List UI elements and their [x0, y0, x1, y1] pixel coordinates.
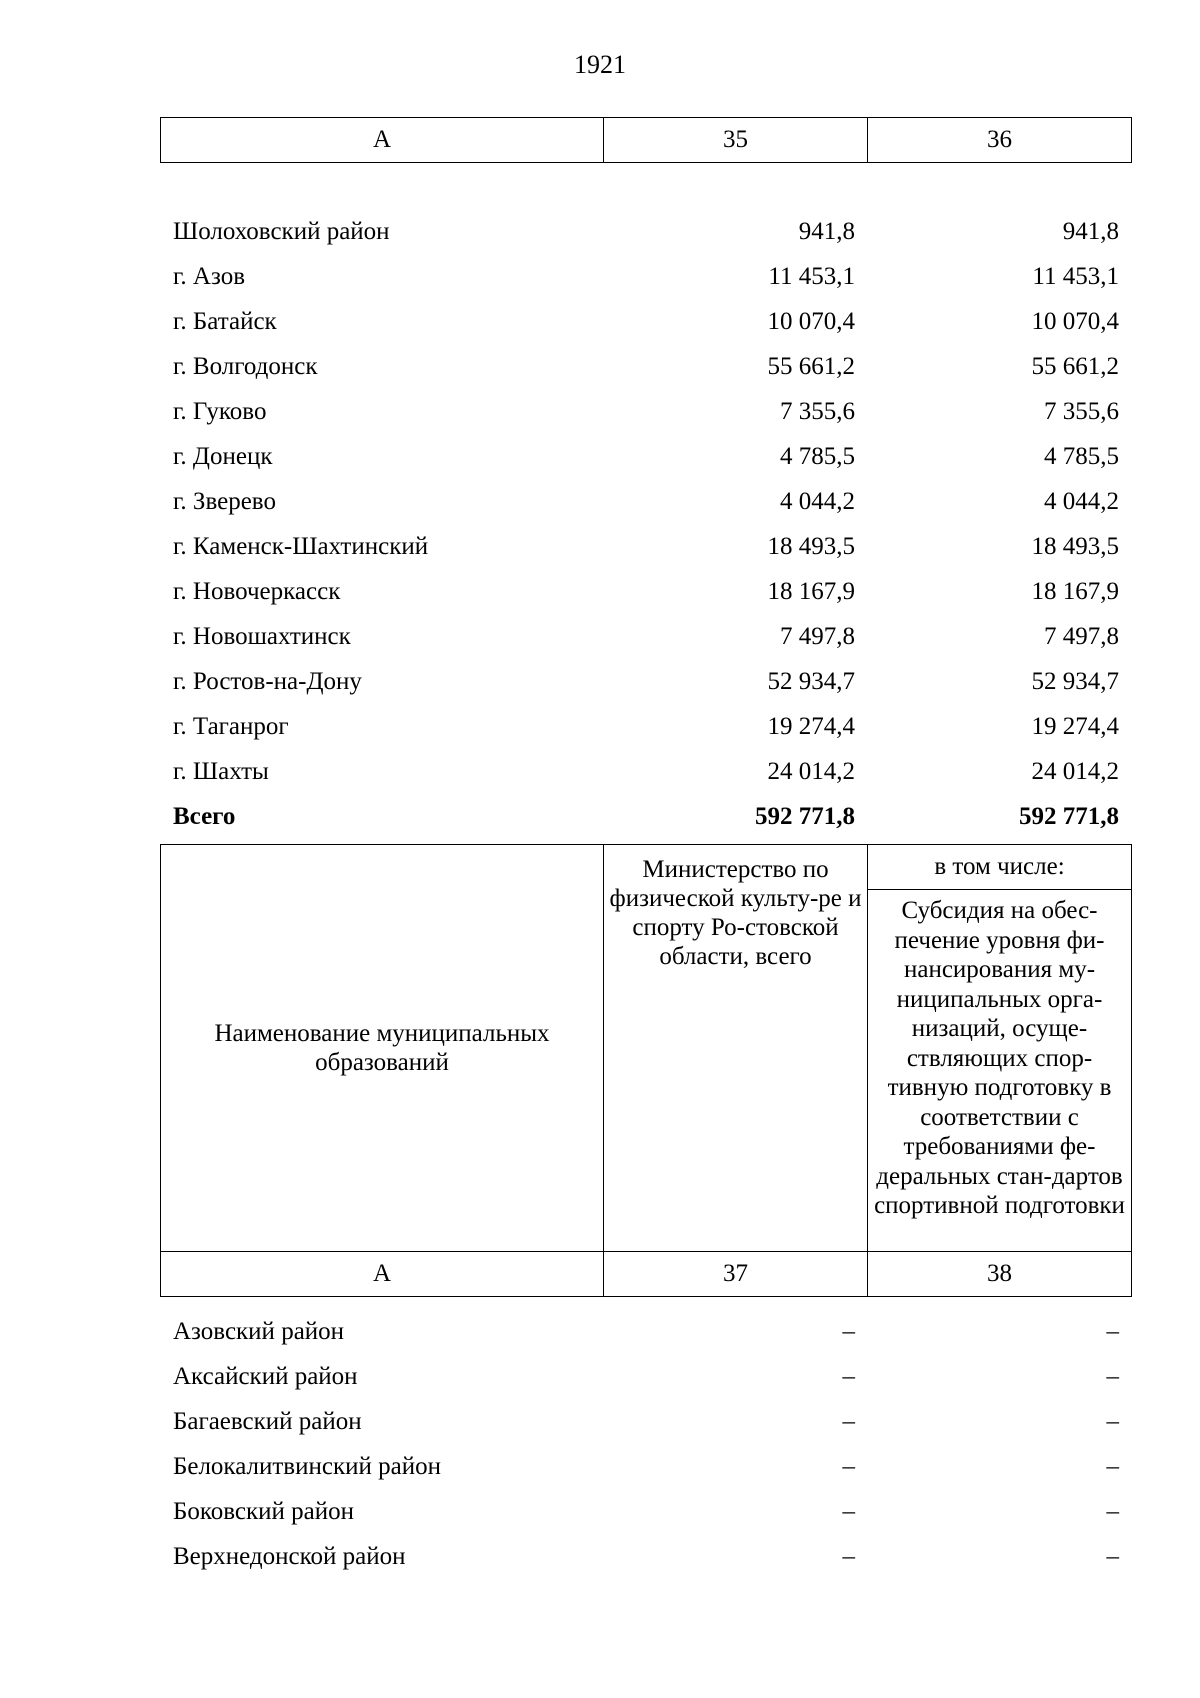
- header-col-a: А: [161, 118, 604, 163]
- value-col-1: 592 771,8: [755, 803, 855, 830]
- value-col-1: 52 934,7: [767, 668, 855, 695]
- value-col-2: –: [1106, 1543, 1119, 1570]
- value-col-1: –: [842, 1543, 855, 1570]
- value-col-1: 7 355,6: [780, 398, 855, 425]
- municipality-name: Боковский район: [173, 1498, 354, 1525]
- header-col-38: 38: [868, 1252, 1132, 1297]
- value-col-1: –: [842, 1498, 855, 1525]
- table-row: [160, 389, 1131, 434]
- value-col-2: 10 070,4: [1031, 308, 1119, 335]
- municipality-name: г. Новошахтинск: [173, 623, 351, 650]
- value-col-2: –: [1106, 1453, 1119, 1480]
- value-col-2: –: [1106, 1498, 1119, 1525]
- value-col-2: 4 785,5: [1044, 443, 1119, 470]
- municipality-name: г. Новочеркасск: [173, 578, 341, 605]
- value-col-2: 19 274,4: [1031, 713, 1119, 740]
- page-number: 1921: [574, 50, 626, 79]
- value-col-2: 18 493,5: [1031, 533, 1119, 560]
- municipality-name: г. Ростов-на-Дону: [173, 668, 362, 695]
- value-col-1: –: [842, 1453, 855, 1480]
- bottom-data-rows: [160, 1309, 1131, 1579]
- header-including: в том числе:: [868, 845, 1132, 890]
- table-row: [160, 434, 1131, 479]
- table-row: [160, 299, 1131, 344]
- value-col-2: –: [1106, 1318, 1119, 1345]
- value-col-1: –: [842, 1408, 855, 1435]
- municipality-name: г. Каменск-Шахтинский: [173, 533, 429, 560]
- municipality-name: Белокалитвинский район: [173, 1453, 441, 1480]
- value-col-1: –: [842, 1318, 855, 1345]
- table-row: [160, 1309, 1131, 1354]
- table-row: [160, 569, 1131, 614]
- value-col-2: 941,8: [1062, 218, 1119, 245]
- top-data-rows: [160, 209, 1131, 839]
- value-col-1: 4 044,2: [780, 488, 855, 515]
- table-row: [160, 1489, 1131, 1534]
- value-col-1: 55 661,2: [767, 353, 855, 380]
- bottom-column-header: [160, 844, 1132, 1297]
- municipality-name: Азовский район: [173, 1318, 345, 1345]
- municipality-name: Всего: [173, 803, 236, 830]
- header-municipality-name: Наименование муниципальных образований: [161, 845, 604, 1252]
- municipality-name: г. Азов: [173, 263, 246, 290]
- value-col-1: 10 070,4: [767, 308, 855, 335]
- table-row: [160, 704, 1131, 749]
- header-col-36: 36: [868, 118, 1132, 163]
- value-col-2: 24 014,2: [1031, 758, 1119, 785]
- header-ministry-total: Министерство по физической культу-ре и спорту Ро-стовской области, всего: [604, 845, 868, 1252]
- header-col-35: 35: [604, 118, 868, 163]
- municipality-name: г. Батайск: [173, 308, 277, 335]
- value-col-2: –: [1106, 1363, 1119, 1390]
- municipality-name: Багаевский район: [173, 1408, 362, 1435]
- table-row: [160, 479, 1131, 524]
- table-row: [160, 659, 1131, 704]
- value-col-1: 19 274,4: [767, 713, 855, 740]
- municipality-name: Шолоховский район: [173, 218, 390, 245]
- table-row: [160, 524, 1131, 569]
- header-col-37: 37: [604, 1252, 868, 1297]
- total-row: [160, 794, 1131, 839]
- value-col-2: 52 934,7: [1031, 668, 1119, 695]
- table-row: [160, 1534, 1131, 1579]
- table-row: [160, 254, 1131, 299]
- value-col-1: 18 167,9: [767, 578, 855, 605]
- municipality-name: г. Донецк: [173, 443, 273, 470]
- value-col-2: –: [1106, 1408, 1119, 1435]
- municipality-name: г. Зверево: [173, 488, 276, 515]
- value-col-2: 592 771,8: [1019, 803, 1119, 830]
- table-row: [160, 209, 1131, 254]
- municipality-name: г. Шахты: [173, 758, 269, 785]
- header-subsidy: Субсидия на обес-печение уровня фи-нансирования му-ниципальных орга-низаций, осуще-ствляющих спор-тивную подготовку в соответствии с требованиями фе-деральных стан-дартов спортивной подготовки: [868, 890, 1132, 1252]
- value-col-2: 18 167,9: [1031, 578, 1119, 605]
- municipality-name: г. Таганрог: [173, 713, 289, 740]
- top-column-header: [160, 117, 1132, 163]
- value-col-1: 18 493,5: [767, 533, 855, 560]
- table-row: [160, 344, 1131, 389]
- value-col-1: 941,8: [798, 218, 855, 245]
- value-col-2: 4 044,2: [1044, 488, 1119, 515]
- table-row: [160, 614, 1131, 659]
- municipality-name: Верхнедонской район: [173, 1543, 406, 1570]
- table-row: [160, 1444, 1131, 1489]
- table-row: [160, 1354, 1131, 1399]
- municipality-name: Аксайский район: [173, 1363, 358, 1390]
- value-col-2: 7 497,8: [1044, 623, 1119, 650]
- municipality-name: г. Гуково: [173, 398, 267, 425]
- value-col-1: 7 497,8: [780, 623, 855, 650]
- value-col-1: 4 785,5: [780, 443, 855, 470]
- value-col-1: 11 453,1: [768, 263, 855, 290]
- value-col-1: –: [842, 1363, 855, 1390]
- value-col-2: 11 453,1: [1032, 263, 1119, 290]
- table-row: [160, 749, 1131, 794]
- municipality-name: г. Волгодонск: [173, 353, 318, 380]
- header-col-a: А: [161, 1252, 604, 1297]
- value-col-2: 55 661,2: [1031, 353, 1119, 380]
- value-col-2: 7 355,6: [1044, 398, 1119, 425]
- table-row: [160, 1399, 1131, 1444]
- value-col-1: 24 014,2: [767, 758, 855, 785]
